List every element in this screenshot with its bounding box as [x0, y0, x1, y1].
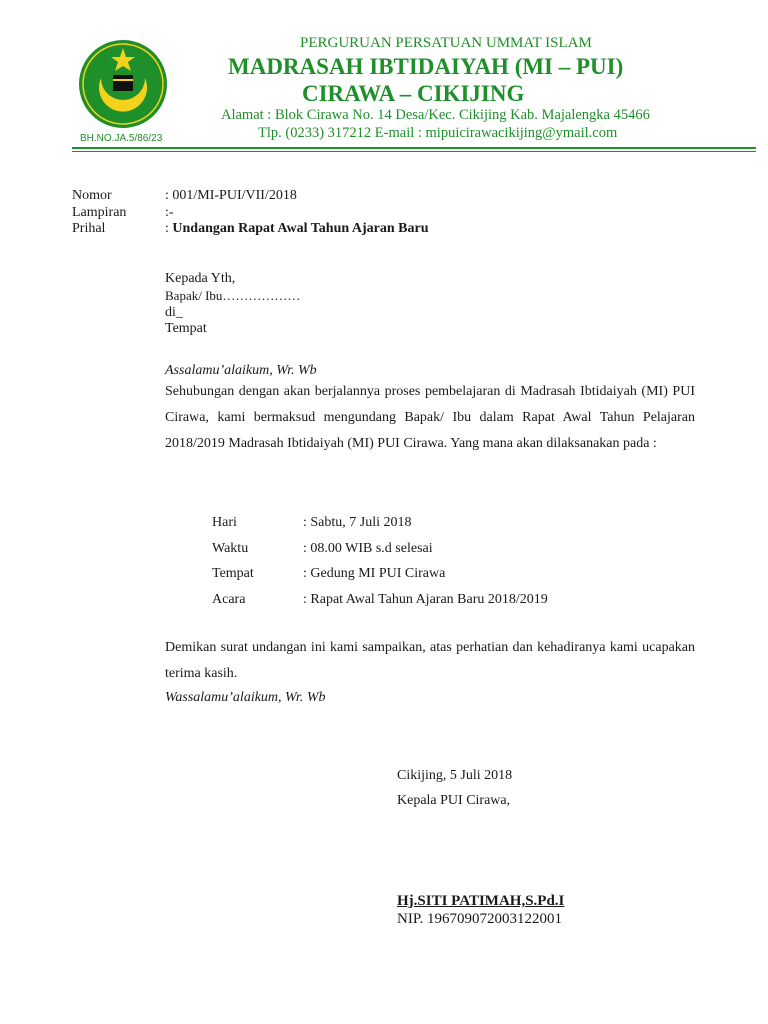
letterhead-divider-thin — [72, 151, 756, 152]
schedule-tempat-value: : Gedung MI PUI Cirawa — [303, 566, 446, 581]
signer-position: Kepala PUI Cirawa, — [397, 793, 511, 808]
body-paragraph-1: Sehubungan dengan akan berjalannya proses pembelajaran di Madrasah Ibtidaiyah (MI) PUI Cirawa, kami bermaksud mengundang Bapak/ Ibu dalam Rapat Awal Tahun Pelajaran 2018/2019 Madrasah Ibtidaiyah (MI) PUI Cirawa. Yang mana akan dilaksanakan pada : — [165, 384, 695, 451]
signer-name: Hj.SITI PATIMAH,S.Pd.I — [397, 893, 565, 909]
place-date: Cikijing, 5 Juli 2018 — [397, 768, 513, 783]
schedule-waktu-label: Waktu — [212, 541, 249, 556]
recipient-line1: Kepada Yth, — [165, 271, 236, 286]
body-paragraph-2: Demikan surat undangan ini kami sampaikan, atas perhatian dan kehadiranya kami ucapakan terima kasih. — [165, 640, 695, 681]
school-logo-icon — [78, 38, 168, 130]
lampiran-value: :- — [165, 205, 174, 220]
organization-name: PERGURUAN PERSATUAN UMMAT ISLAM — [300, 35, 592, 51]
recipient-line2: Bapak/ Ibu……………… — [165, 288, 301, 303]
lampiran-label: Lampiran — [72, 205, 127, 220]
schedule-tempat-label: Tempat — [212, 566, 254, 581]
prihal-label: Prihal — [72, 221, 106, 236]
prihal-value: Undangan Rapat Awal Tahun Ajaran Baru — [172, 221, 429, 236]
nomor-value: : 001/MI-PUI/VII/2018 — [165, 188, 297, 203]
nomor-label: Nomor — [72, 188, 112, 203]
registration-number: BH.NO.JA.5/86/23 — [80, 133, 163, 144]
greeting: Assalamu’alaikum, Wr. Wb — [165, 363, 317, 378]
schedule-hari-value: : Sabtu, 7 Juli 2018 — [303, 515, 412, 530]
school-contact: Tlp. (0233) 317212 E-mail : mipuicirawacikijing@ymail.com — [258, 125, 618, 141]
schedule-waktu-value: : 08.00 WIB s.d selesai — [303, 541, 433, 556]
recipient-line3: di_ — [165, 305, 183, 320]
schedule-acara-label: Acara — [212, 592, 246, 607]
school-address: Alamat : Blok Cirawa No. 14 Desa/Kec. Cikijing Kab. Majalengka 45466 — [221, 107, 650, 123]
schedule-hari-label: Hari — [212, 515, 237, 530]
school-city: CIRAWA – CIKIJING — [302, 81, 525, 106]
school-name: MADRASAH IBTIDAIYAH (MI – PUI) — [228, 54, 624, 79]
closing: Wassalamu’alaikum, Wr. Wb — [165, 690, 326, 705]
prihal-colon: : — [165, 221, 173, 236]
prihal-row — [165, 220, 429, 237]
recipient-line4: Tempat — [165, 321, 207, 336]
schedule-acara-value: : Rapat Awal Tahun Ajaran Baru 2018/2019 — [303, 592, 548, 607]
signer-nip: NIP. 196709072003122001 — [397, 911, 563, 927]
letterhead-divider — [72, 147, 756, 149]
